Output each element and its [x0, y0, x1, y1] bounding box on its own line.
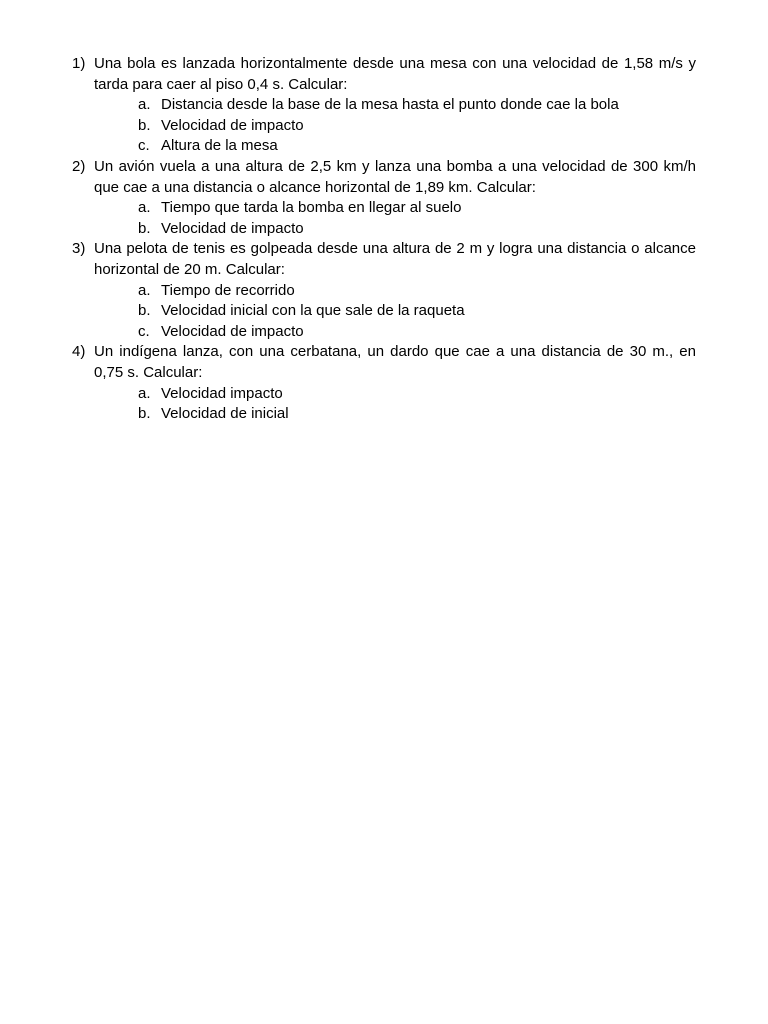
problem-statement: Un avión vuela a una altura de 2,5 km y lanza una bomba a una velocidad de 300 km/h que cae a una distancia o alcance horizontal de 1,89 km. Calcular:	[94, 157, 696, 196]
sub-question-letter: c.	[138, 322, 150, 340]
sub-question-letter: a.	[138, 281, 151, 299]
document-page	[72, 54, 696, 425]
sub-question-text: Velocidad de inicial	[161, 405, 289, 423]
sub-question-list	[94, 95, 696, 157]
sub-question	[94, 301, 696, 322]
sub-question-text: Tiempo de recorrido	[161, 281, 295, 299]
sub-question-text: Velocidad de impacto	[161, 219, 304, 237]
sub-question	[94, 198, 696, 219]
sub-question-list	[94, 384, 696, 425]
sub-question-letter: c.	[138, 137, 150, 155]
sub-question-letter: b.	[138, 302, 151, 320]
problem-number: 4)	[72, 343, 86, 361]
problem-statement: Una pelota de tenis es golpeada desde una altura de 2 m y logra una distancia o alcance horizontal de 20 m. Calcular:	[94, 240, 696, 278]
problem-number: 1)	[72, 55, 86, 72]
sub-question-text: Distancia desde la base de la mesa hasta el punto donde cae la bola	[161, 96, 619, 114]
sub-question	[94, 136, 696, 157]
sub-question-text: Velocidad de impacto	[161, 116, 304, 134]
sub-question	[94, 322, 696, 343]
problem-1	[72, 54, 696, 157]
sub-question-letter: b.	[138, 219, 151, 237]
sub-question-list	[94, 198, 696, 239]
sub-question	[94, 116, 696, 137]
sub-question-letter: a.	[138, 96, 151, 114]
sub-question-text: Velocidad impacto	[161, 384, 283, 402]
sub-question	[94, 219, 696, 240]
sub-question-letter: b.	[138, 405, 151, 423]
problem-number: 3)	[72, 240, 86, 258]
problem-2	[72, 157, 696, 239]
problem-number: 2)	[72, 157, 86, 175]
sub-question	[94, 404, 696, 425]
sub-question-letter: a.	[138, 199, 151, 217]
sub-question-text: Tiempo que tarda la bomba en llegar al suelo	[161, 199, 462, 217]
sub-question-letter: a.	[138, 384, 151, 402]
problem-4	[72, 342, 696, 424]
sub-question	[94, 95, 696, 116]
sub-question-text: Velocidad inicial con la que sale de la raqueta	[161, 302, 465, 320]
problem-statement: Una bola es lanzada horizontalmente desde una mesa con una velocidad de 1,58 m/s y tarda para caer al piso 0,4 s. Calcular:	[94, 55, 696, 93]
sub-question	[94, 384, 696, 405]
sub-question-text: Altura de la mesa	[161, 137, 278, 155]
sub-question-letter: b.	[138, 116, 151, 134]
problem-3	[72, 239, 696, 342]
sub-question	[94, 281, 696, 302]
sub-question-text: Velocidad de impacto	[161, 322, 304, 340]
problem-statement: Un indígena lanza, con una cerbatana, un dardo que cae a una distancia de 30 m., en 0,75 s. Calcular:	[94, 343, 696, 381]
sub-question-list	[94, 281, 696, 343]
